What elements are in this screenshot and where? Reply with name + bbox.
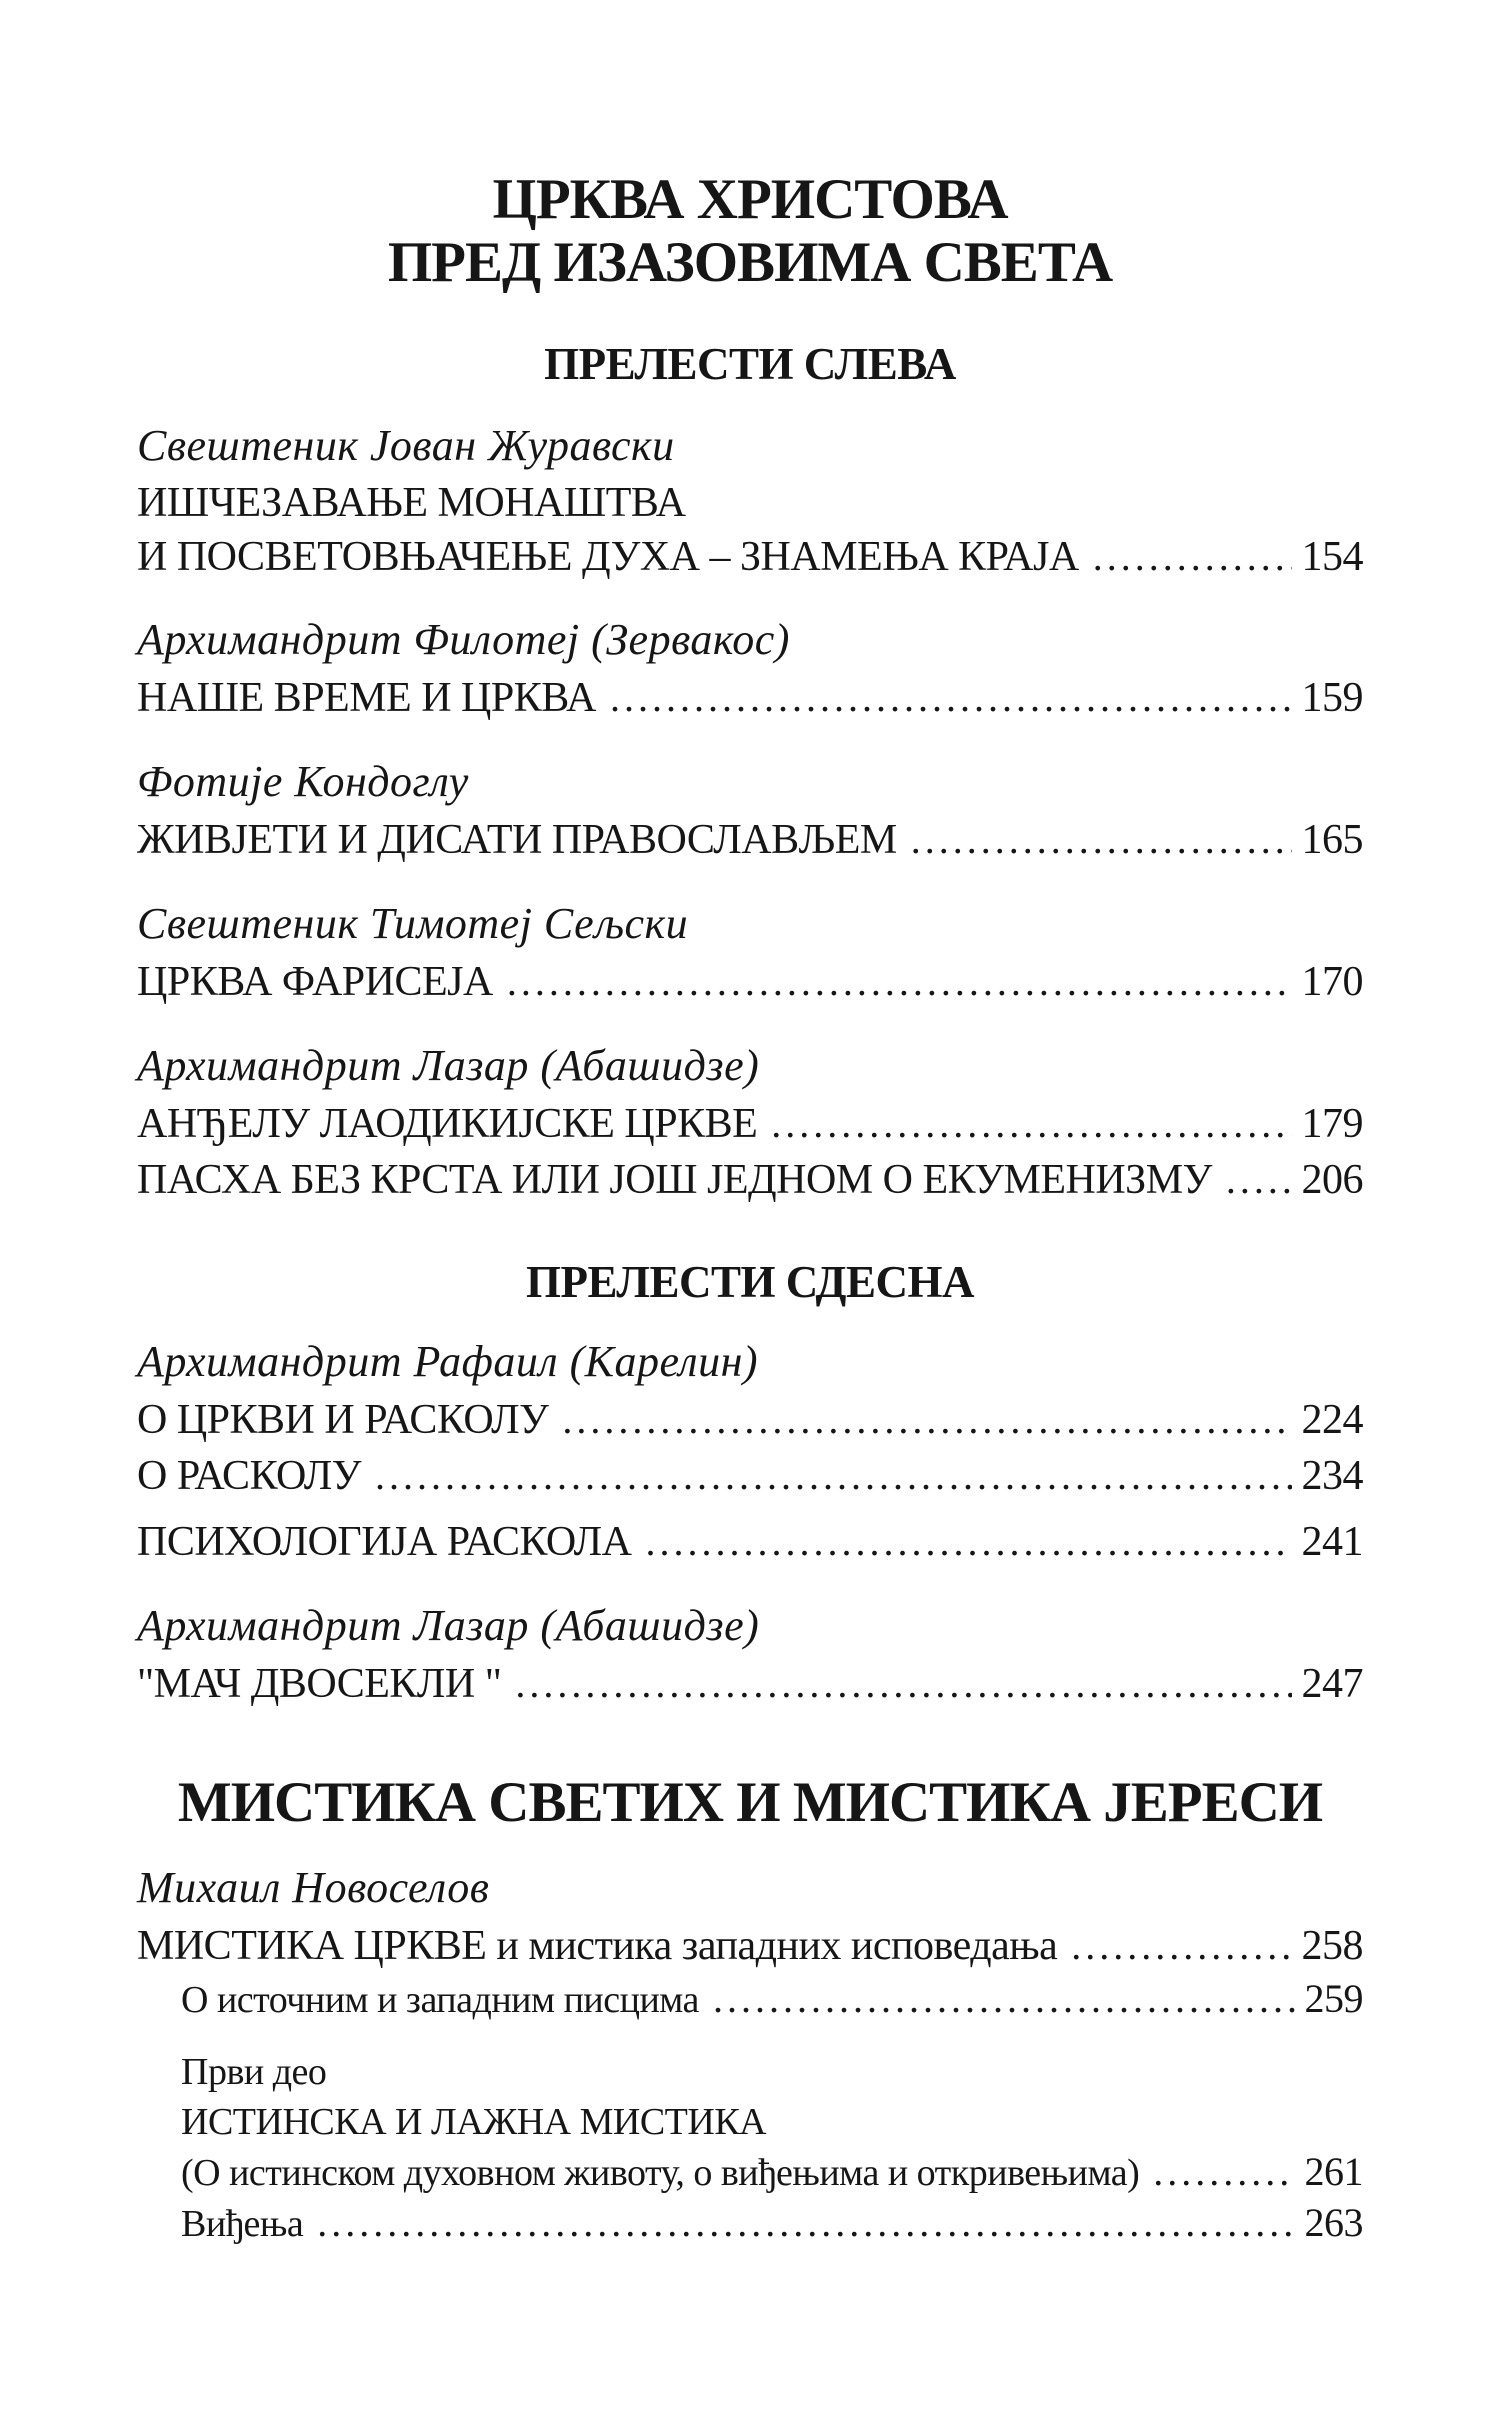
page-number: 261 xyxy=(1304,2149,1363,2194)
author-line: Свештеник Јован Журавски xyxy=(137,421,675,470)
toc-title: "МАЧ ДВОСЕКЛИ " xyxy=(137,1661,502,1707)
page-number: 170 xyxy=(1301,959,1363,1005)
toc-row xyxy=(137,476,1363,530)
toc-title: И ПОСВЕТОВЊАЧЕЊЕ ДУХА – ЗНАМЕЊА КРАЈА xyxy=(137,534,1079,580)
toc-subsection xyxy=(137,2047,1363,2249)
author-line: Свештеник Тимотеј Сељски xyxy=(137,899,689,948)
toc-title: Први део xyxy=(181,2051,327,2093)
author-line: Архимандрит Лазар (Абашидзе) xyxy=(137,1601,760,1650)
toc-title: О РАСКОЛУ xyxy=(137,1453,361,1499)
page-number: 259 xyxy=(1304,1976,1363,2021)
dot-leader xyxy=(1093,530,1292,584)
book-title-line-1: ЦРКВА ХРИСТОВА xyxy=(492,168,1008,231)
toc-group xyxy=(137,1332,1363,1570)
toc-title: О ЦРКВИ И РАСКОЛУ xyxy=(137,1397,549,1443)
section-heading-prelesti-sdesna: ПРЕЛЕСТИ СДЕСНА xyxy=(526,1257,974,1307)
dot-leader xyxy=(610,670,1292,726)
dot-leader xyxy=(515,1656,1291,1712)
toc-row xyxy=(137,1392,1363,1448)
toc-title: ИСТИНСКА И ЛАЖНА МИСТИКА xyxy=(181,2101,767,2143)
toc-title: ПСИХОЛОГИЈА РАСКОЛА xyxy=(137,1519,632,1565)
page-number: 179 xyxy=(1301,1101,1363,1147)
dot-leader xyxy=(1226,1152,1292,1208)
page-number: 234 xyxy=(1301,1453,1363,1499)
toc-row xyxy=(137,1152,1363,1208)
toc-title: ЦРКВА ФАРИСЕЈА xyxy=(137,959,493,1005)
dot-leader xyxy=(713,1974,1295,2025)
page-number: 247 xyxy=(1301,1661,1363,1707)
toc-title: АНЂЕЛУ ЛАОДИКИЈСКЕ ЦРКВЕ xyxy=(137,1101,758,1147)
dot-leader xyxy=(507,954,1292,1010)
author-line: Архимандрит Лазар (Абашидзе) xyxy=(137,1041,760,1090)
toc-row xyxy=(137,954,1363,1010)
toc-title: МИСТИКА ЦРКВЕ и мистика западних исповедања xyxy=(137,1923,1058,1969)
dot-leader xyxy=(911,812,1292,868)
dot-leader xyxy=(645,1514,1291,1570)
page-number: 165 xyxy=(1301,817,1363,863)
toc-group xyxy=(137,894,1363,1010)
author-line: Архимандрит Рафаил (Карелин) xyxy=(137,1337,759,1386)
toc-title: ПАСХА БЕЗ КРСТА ИЛИ ЈОШ ЈЕДНОМ О ЕКУМЕНИЗМУ xyxy=(137,1157,1212,1203)
toc-row xyxy=(181,2147,1363,2198)
toc-row xyxy=(137,1656,1363,1712)
toc-row xyxy=(137,812,1363,868)
toc-title: О источним и западним писцима xyxy=(181,1979,699,2021)
part-heading-mistika: МИСТИКА СВЕТИХ И МИСТИКА ЈЕРЕСИ xyxy=(177,1771,1323,1834)
page-number: 154 xyxy=(1301,534,1363,580)
author-line: Архимандрит Филотеј (Зервакос) xyxy=(137,615,790,664)
page-number: 263 xyxy=(1304,2200,1363,2245)
page-number: 224 xyxy=(1301,1397,1363,1443)
book-title xyxy=(137,168,1363,294)
dot-leader xyxy=(1071,1918,1291,1974)
page-number: 241 xyxy=(1301,1519,1363,1565)
toc-group xyxy=(137,416,1363,584)
section-heading-prelesti-sleva: ПРЕЛЕСТИ СЛЕВА xyxy=(544,339,956,389)
toc-row xyxy=(137,670,1363,726)
toc-row xyxy=(137,1096,1363,1152)
page-number: 258 xyxy=(1301,1923,1363,1969)
toc-row xyxy=(181,1974,1363,2025)
toc-row xyxy=(137,1448,1363,1504)
toc-title: НАШЕ ВРЕМЕ И ЦРКВА xyxy=(137,675,596,721)
toc-group xyxy=(137,610,1363,726)
toc-row xyxy=(181,2198,1363,2249)
author-line: Михаил Новоселов xyxy=(137,1863,490,1912)
page-number: 206 xyxy=(1301,1157,1363,1203)
toc-title: (О истинском духовном животу, о виђењима и откривењима) xyxy=(181,2152,1140,2194)
dot-leader xyxy=(562,1392,1291,1448)
toc-group xyxy=(137,1858,1363,2249)
dot-leader xyxy=(771,1096,1291,1152)
dot-leader xyxy=(1153,2147,1294,2198)
toc-row xyxy=(181,2047,1363,2097)
toc-group xyxy=(137,1036,1363,1208)
toc-row xyxy=(137,1514,1363,1570)
toc-title: ИШЧЕЗАВАЊЕ МОНАШТВА xyxy=(137,480,686,526)
page-number: 159 xyxy=(1301,675,1363,721)
author-line: Фотије Кондоглу xyxy=(137,757,469,806)
toc-row xyxy=(137,530,1363,584)
toc-row xyxy=(137,1918,1363,1974)
toc-group xyxy=(137,1596,1363,1712)
toc-title: Виђења xyxy=(181,2203,304,2245)
book-title-line-2: ПРЕД ИЗАЗОВИМА СВЕТА xyxy=(387,231,1113,294)
toc-row xyxy=(181,2097,1363,2147)
toc-title: ЖИВЈЕТИ И ДИСАТИ ПРАВОСЛАВЉЕМ xyxy=(137,817,897,863)
dot-leader xyxy=(375,1448,1292,1504)
dot-leader xyxy=(317,2198,1294,2249)
toc-group xyxy=(137,752,1363,868)
